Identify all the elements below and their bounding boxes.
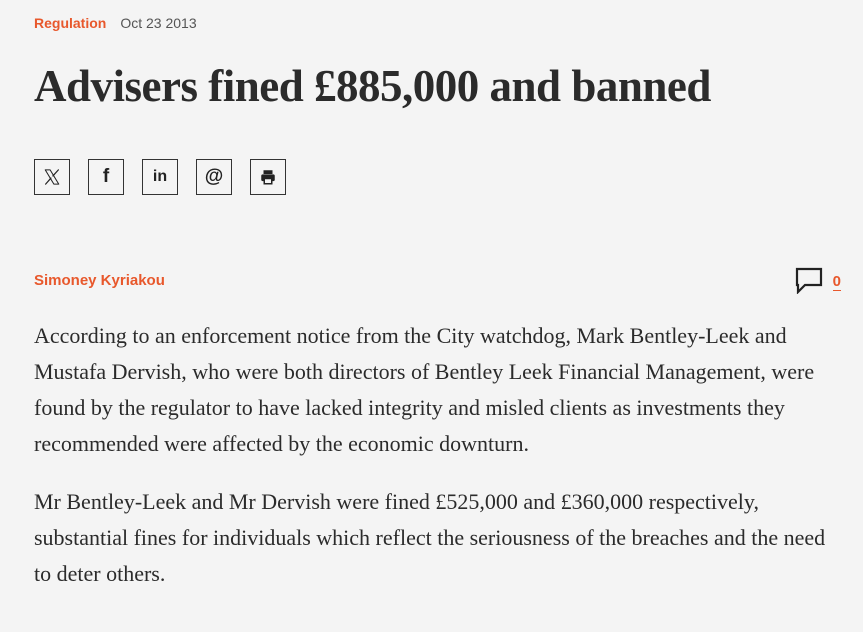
email-icon: @: [204, 166, 224, 187]
share-facebook-button[interactable]: [88, 159, 124, 195]
article-paragraph: Mr Bentley-Leek and Mr Dervish were fined £525,000 and £360,000 respectively, substantial fines for individuals which reflect the seriousness of the breaches and the need to deter others.: [34, 489, 826, 586]
category-link[interactable]: Regulation: [34, 15, 107, 31]
share-bar: [34, 159, 286, 195]
article-meta: [34, 15, 197, 31]
facebook-icon: f: [102, 166, 110, 187]
share-linkedin-button[interactable]: [142, 159, 178, 195]
comments-link[interactable]: [795, 266, 841, 294]
comment-count: 0: [832, 273, 841, 290]
share-email-button[interactable]: [196, 159, 232, 195]
publish-date: Oct 23 2013: [120, 15, 197, 31]
author-link[interactable]: Simoney Kyriakou: [34, 272, 165, 289]
comment-icon: [795, 266, 823, 294]
linkedin-icon: in: [152, 168, 168, 185]
print-icon: [259, 168, 277, 186]
article-body: [34, 318, 834, 614]
share-x-button[interactable]: [34, 159, 70, 195]
page-title: Advisers fined £885,000 and banned: [34, 61, 711, 111]
print-button[interactable]: [250, 159, 286, 195]
article-paragraph: According to an enforcement notice from the City watchdog, Mark Bentley-Leek and Mustafa Dervish, who were both directors of Bentley Leek Financial Management, were found by the regulator to have lacked integrity and misled clients as investments they recommended were affected by the economic downturn.: [34, 323, 815, 456]
x-twitter-icon: [43, 168, 61, 186]
